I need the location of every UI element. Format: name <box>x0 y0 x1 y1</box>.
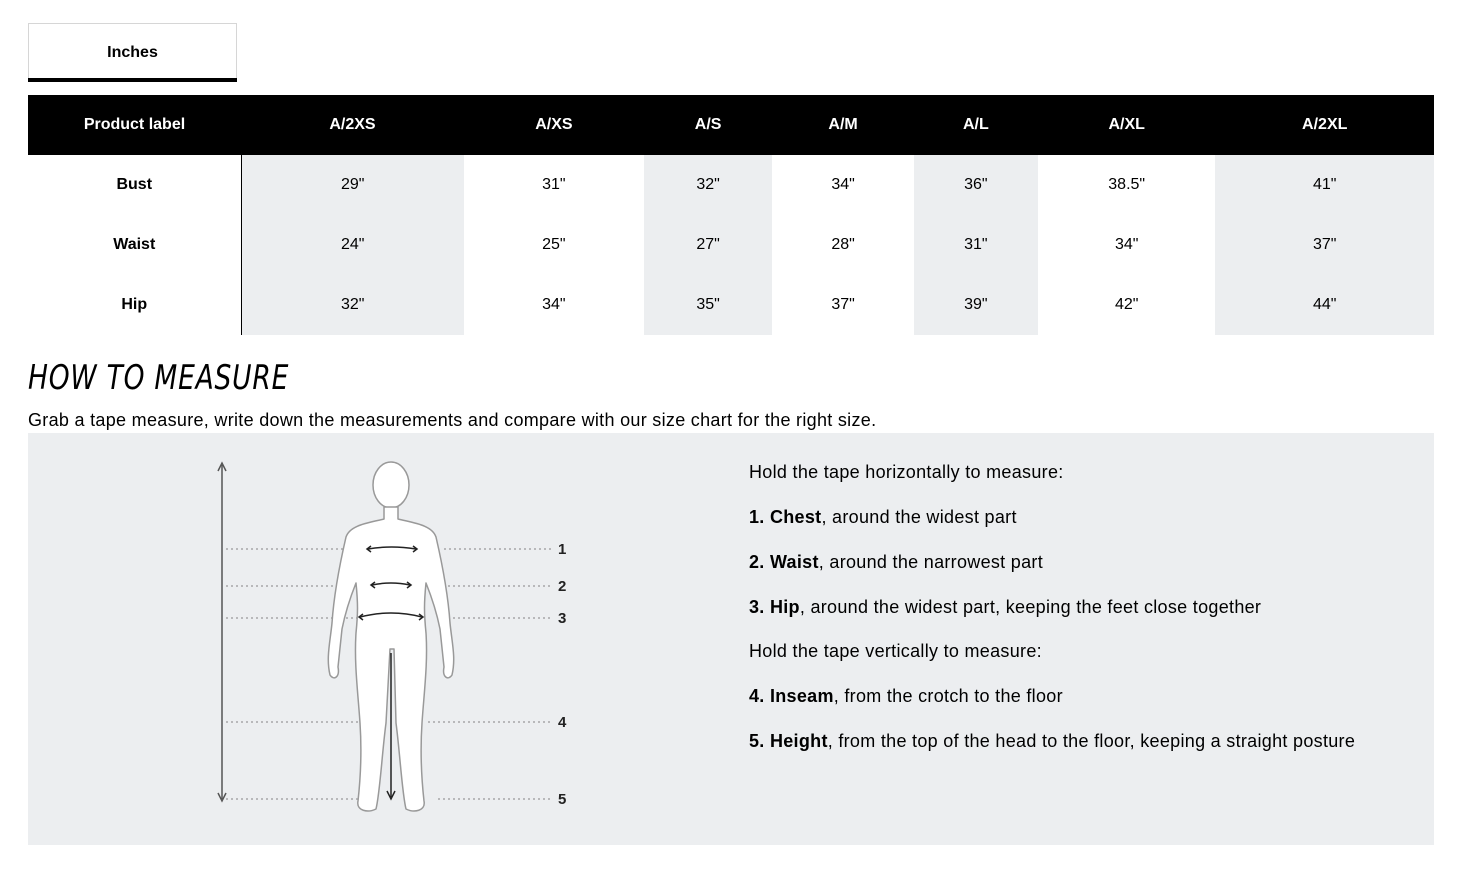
step-name: Waist <box>769 552 819 572</box>
step-height <box>749 731 1355 752</box>
step-num: 3. <box>749 597 765 617</box>
header-size: A/2XL <box>1215 95 1434 155</box>
step-name: Chest <box>769 507 822 527</box>
active-tab-indicator <box>28 78 237 82</box>
step-desc: , around the widest part, keeping the feet close together <box>799 597 1262 617</box>
step-name: Hip <box>769 597 800 617</box>
header-size: A/S <box>644 95 773 155</box>
tab-inches[interactable]: Inches <box>28 23 237 82</box>
table-cell: 42" <box>1038 275 1215 335</box>
table-row-waist <box>28 215 1434 275</box>
table-cell: 25" <box>464 215 644 275</box>
table-cell: 41" <box>1215 155 1434 215</box>
table-cell: 35" <box>644 275 773 335</box>
row-label: Hip <box>28 275 241 335</box>
table-cell: 31" <box>914 215 1038 275</box>
table-cell: 34" <box>464 275 644 335</box>
table-row-bust <box>28 155 1434 215</box>
table-header-row <box>28 95 1434 155</box>
table-cell: 37" <box>772 275 913 335</box>
horizontal-heading: Hold the tape horizontally to measure: <box>749 462 1064 482</box>
table-cell: 38.5" <box>1038 155 1215 215</box>
marker-hip: 3 <box>558 610 567 627</box>
step-num: 1. <box>749 507 765 527</box>
header-size: A/2XS <box>241 95 464 155</box>
step-name: Height <box>769 731 828 751</box>
marker-inseam: 4 <box>558 714 567 731</box>
size-chart-table <box>28 95 1434 335</box>
row-label: Bust <box>28 155 241 215</box>
step-hip <box>749 597 1261 618</box>
step-inseam <box>749 686 1063 707</box>
step-desc: , from the top of the head to the floor, keeping a straight posture <box>827 731 1356 751</box>
how-to-measure-title: HOW TO MEASURE <box>28 358 290 398</box>
header-size: A/L <box>914 95 1038 155</box>
table-cell: 37" <box>1215 215 1434 275</box>
how-to-measure-intro: Grab a tape measure, write down the measurements and compare with our size chart for the right size. <box>28 410 877 430</box>
marker-waist: 2 <box>558 578 567 595</box>
measure-panel <box>28 433 1434 845</box>
step-desc: , around the widest part <box>821 507 1017 527</box>
step-num: 4. <box>749 686 765 706</box>
header-size: A/XL <box>1038 95 1215 155</box>
step-name: Inseam <box>769 686 834 706</box>
table-cell: 34" <box>1038 215 1215 275</box>
table-cell: 32" <box>241 275 464 335</box>
table-cell: 27" <box>644 215 773 275</box>
step-num: 2. <box>749 552 765 572</box>
step-waist <box>749 552 1043 573</box>
table-cell: 31" <box>464 155 644 215</box>
step-chest <box>749 507 1017 528</box>
table-cell: 39" <box>914 275 1038 335</box>
table-cell: 34" <box>772 155 913 215</box>
table-cell: 28" <box>772 215 913 275</box>
step-desc: , from the crotch to the floor <box>833 686 1063 706</box>
step-desc: , around the narrowest part <box>818 552 1044 572</box>
marker-height: 5 <box>558 791 567 808</box>
table-cell: 32" <box>644 155 773 215</box>
row-label: Waist <box>28 215 241 275</box>
table-cell: 29" <box>241 155 464 215</box>
table-cell: 24" <box>241 215 464 275</box>
header-size: A/M <box>772 95 913 155</box>
vertical-heading: Hold the tape vertically to measure: <box>749 641 1042 661</box>
table-cell: 44" <box>1215 275 1434 335</box>
marker-chest: 1 <box>558 541 567 558</box>
header-size: A/XS <box>464 95 644 155</box>
header-product-label: Product label <box>28 95 241 155</box>
table-row-hip <box>28 275 1434 335</box>
step-num: 5. <box>749 731 765 751</box>
table-cell: 36" <box>914 155 1038 215</box>
body-measurement-figure-icon <box>208 453 588 823</box>
